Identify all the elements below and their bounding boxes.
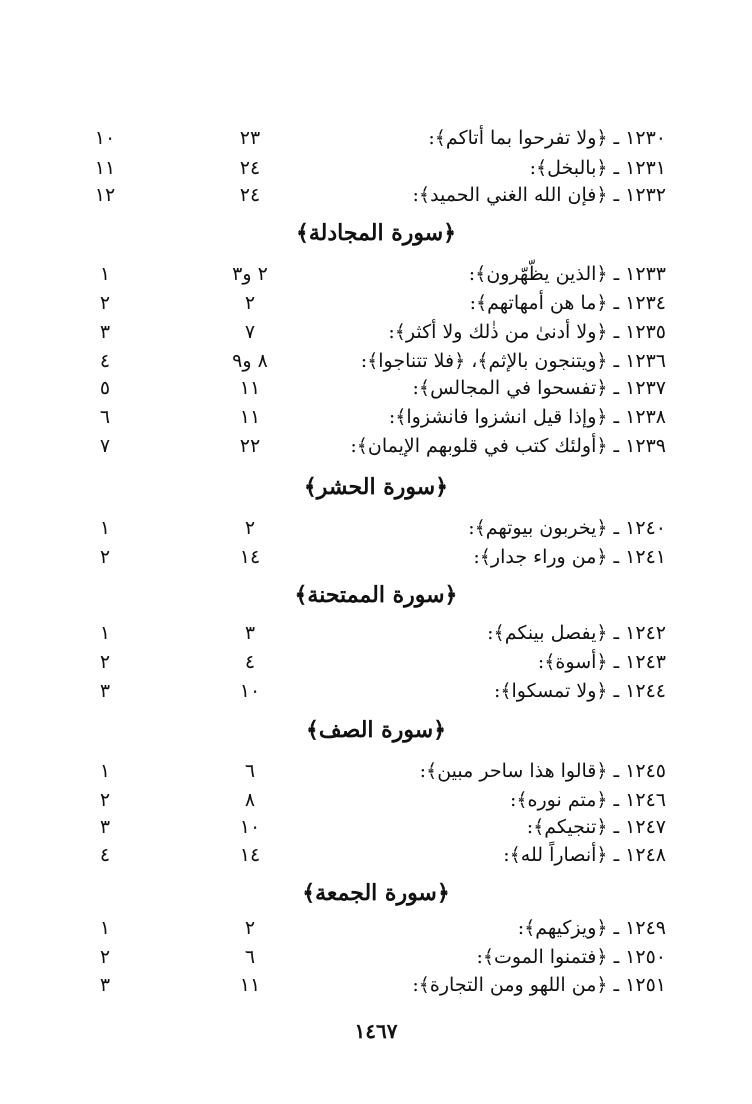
verse-number: ٨ و٩: [232, 350, 268, 372]
index-row: [0, 618, 752, 648]
reference-number: ٢: [99, 546, 111, 568]
surah-heading-saff: ﴿سورة الصف﴾: [305, 717, 447, 743]
index-row: [0, 153, 752, 183]
index-row: [0, 913, 752, 943]
surah-heading-jumua: ﴿سورة الجمعة﴾: [302, 880, 450, 906]
surah-heading-hashr: ﴿سورة الحشر﴾: [303, 474, 449, 500]
index-row: [0, 812, 752, 842]
reference-number: ٢: [99, 651, 111, 673]
entry-text: ١٢٤٠ ـ ﴿يخربون بيوتهم﴾:: [468, 517, 666, 539]
verse-number: ١٤: [239, 546, 261, 568]
entry-text: ١٢٣٢ ـ ﴿فإن الله الغني الحميد﴾:: [412, 184, 666, 206]
reference-number: ٣: [99, 321, 111, 343]
reference-number: ١٢: [94, 184, 116, 206]
surah-heading-mumtahana: ﴿سورة الممتحنة﴾: [294, 582, 458, 608]
entry-text: ١٢٤٣ ـ ﴿أسوة﴾:: [537, 651, 666, 673]
reference-number: ١: [99, 263, 111, 285]
entry-text: ١٢٤٦ ـ ﴿متم نوره﴾:: [510, 789, 666, 811]
verse-number: ٢٢: [239, 435, 261, 457]
index-row: [0, 970, 752, 1000]
reference-number: ٣: [99, 680, 111, 702]
index-row: [0, 431, 752, 461]
index-row: [0, 676, 752, 706]
entry-text: ١٢٣٣ ـ ﴿الذين يظّهّرون﴾:: [468, 263, 666, 285]
entry-text: ١٢٤٧ ـ ﴿تنجيكم﴾:: [526, 816, 666, 838]
reference-number: ٧: [99, 435, 111, 457]
verse-number: ٦: [244, 760, 256, 782]
entry-text: ١٢٣٠ ـ ﴿ولا تفرحوا بما أتاكم﴾:: [428, 127, 666, 149]
index-row: [0, 785, 752, 815]
entry-text: ١٢٥١ ـ ﴿من اللهو ومن التجارة﴾:: [412, 974, 666, 996]
entry-text: ١٢٣٤ ـ ﴿ما هن أمهاتهم﴾:: [469, 292, 666, 314]
verse-number: ١٠: [239, 816, 261, 838]
reference-number: ٢: [99, 946, 111, 968]
index-row: [0, 317, 752, 347]
reference-number: ١٠: [94, 127, 116, 149]
entry-text: ١٢٣٥ ـ ﴿ولا أدنىٰ من ذٰلك ولا أكثر﴾:: [388, 321, 666, 343]
reference-number: ٣: [99, 816, 111, 838]
entry-text: ١٢٤١ ـ ﴿من وراء جدار﴾:: [473, 546, 666, 568]
reference-number: ١: [99, 760, 111, 782]
index-row: [0, 259, 752, 289]
verse-number: ٤: [244, 651, 256, 673]
verse-number: ٢٤: [239, 184, 261, 206]
index-row: [0, 840, 752, 870]
verse-number: ٦: [244, 946, 256, 968]
verse-number: ٢٤: [239, 157, 261, 179]
index-row: [0, 542, 752, 572]
reference-number: ٥: [99, 377, 111, 399]
surah-heading-mujadila: ﴿سورة المجادلة﴾: [295, 220, 457, 246]
page-number: ١٤٦٧: [354, 1019, 398, 1043]
reference-number: ١١: [94, 157, 116, 179]
entry-text: ١٢٤٢ ـ ﴿يفصل بينكم﴾:: [487, 622, 666, 644]
index-row: [0, 123, 752, 153]
entry-text: ١٢٣٧ ـ ﴿تفسحوا في المجالس﴾:: [412, 377, 666, 399]
index-row: [0, 288, 752, 318]
verse-number: ٢٣: [239, 127, 261, 149]
entry-text: ١٢٣٨ ـ ﴿وإذا قيل انشزوا فانشزوا﴾:: [388, 406, 666, 428]
verse-number: ١١: [239, 406, 261, 428]
entry-text: ١٢٣٦ ـ ﴿ويتنجون بالإثم﴾، ﴿فلا تتناجوا﴾:: [360, 350, 666, 372]
index-row: [0, 402, 752, 432]
reference-number: ٢: [99, 789, 111, 811]
index-row: [0, 373, 752, 403]
entry-text: ١٢٤٩ ـ ﴿ويزكيهم﴾:: [517, 917, 666, 939]
entry-text: ١٢٣١ ـ ﴿بالبخل﴾:: [529, 157, 666, 179]
entry-text: ١٢٥٠ ـ ﴿فتمنوا الموت﴾:: [476, 946, 666, 968]
entry-text: ١٢٤٥ ـ ﴿قالوا هذا ساحر مبين﴾:: [419, 760, 666, 782]
reference-number: ١: [99, 622, 111, 644]
entry-text: ١٢٤٤ ـ ﴿ولا تمسكوا﴾:: [493, 680, 666, 702]
reference-number: ٤: [99, 350, 111, 372]
entry-text: ١٢٤٨ ـ ﴿أنصاراً لله﴾:: [503, 844, 666, 866]
index-row: [0, 756, 752, 786]
reference-number: ٢: [99, 292, 111, 314]
index-row: [0, 180, 752, 210]
reference-number: ٦: [99, 406, 111, 428]
verse-number: ١١: [239, 377, 261, 399]
index-row: [0, 346, 752, 376]
reference-number: ٤: [99, 844, 111, 866]
verse-number: ١٤: [239, 844, 261, 866]
index-row: [0, 942, 752, 972]
index-row: [0, 513, 752, 543]
verse-number: ٣: [244, 622, 256, 644]
verse-number: ٨: [244, 789, 256, 811]
verse-number: ١١: [239, 974, 261, 996]
verse-number: ٢: [244, 517, 256, 539]
verse-number: ٧: [244, 321, 256, 343]
reference-number: ١: [99, 917, 111, 939]
reference-number: ٣: [99, 974, 111, 996]
reference-number: ١: [99, 517, 111, 539]
verse-number: ٢ و٣: [232, 263, 268, 285]
verse-number: ٢: [244, 292, 256, 314]
verse-number: ١٠: [239, 680, 261, 702]
entry-text: ١٢٣٩ ـ ﴿أولئك كتب في قلوبهم الإيمان﴾:: [350, 435, 666, 457]
verse-number: ٢: [244, 917, 256, 939]
index-row: [0, 647, 752, 677]
